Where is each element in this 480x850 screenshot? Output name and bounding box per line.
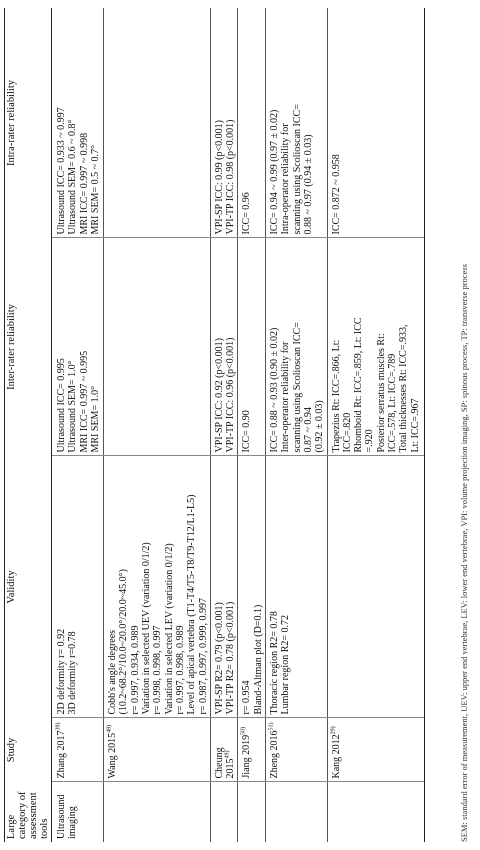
intra-rater-cell xyxy=(327,8,424,238)
header-validity: Validity xyxy=(5,456,52,718)
inter-line: VPI-TP ICC: 0.96 (p<0.001) xyxy=(225,337,237,453)
validity-line: r= 0.954 xyxy=(241,680,253,715)
category-cell xyxy=(104,782,211,842)
intra-line: Ultrasound SEM= 0.6 ~ 0.8° xyxy=(67,119,79,235)
validity-line: Cobb's angle degrees xyxy=(107,629,119,715)
intra-line: 0.88 ~ 0.97 (0.94 ± 0.03) xyxy=(302,134,314,235)
category-cell xyxy=(238,782,266,842)
validity-line: r= 0.997, 0.934, 0.989 xyxy=(129,625,141,715)
table-row xyxy=(327,8,424,842)
intra-rater-cell xyxy=(266,8,327,238)
inter-line: scanning using Scolioscan ICC= xyxy=(291,322,303,453)
header-intra-rater: Intra-rater reliability xyxy=(5,8,52,238)
intra-line: Ultrasound ICC= 0.933 ~ 0.997 xyxy=(56,107,67,235)
intra-rater-cell xyxy=(238,8,266,238)
validity-cell xyxy=(238,456,266,718)
table-row xyxy=(238,8,266,842)
validity-cell xyxy=(104,456,211,718)
intra-line: Intra-operator reliability for xyxy=(280,123,292,235)
study-reference: 48) xyxy=(106,724,113,733)
validity-line: r= 0.987, 0.997, 0.999, 0.997 xyxy=(197,598,209,715)
validity-line: VPI-SP R2= 0.79 (p<0.001) xyxy=(213,602,225,715)
intra-line: MRI ICC= 0.997 ~ 0.998 xyxy=(78,132,90,235)
table-header xyxy=(5,8,52,842)
validity-line: Lumbar region R2= 0.72 xyxy=(280,614,292,715)
intra-line: VPI-TP ICC: 0.98 (p<0.001) xyxy=(225,119,237,235)
inter-line: =.920 xyxy=(364,429,376,453)
intra-rater-cell xyxy=(104,8,211,238)
validity-line: (10.2~68.2°/10.0~20.0°/20.0~45.0°) xyxy=(118,569,130,715)
table-row xyxy=(52,8,104,842)
validity-line: VPI-TP R2= 0.78 (p<0.001) xyxy=(225,601,237,715)
inter-line: VPI-SP ICC: 0.92 (p<0.001) xyxy=(213,338,225,453)
header-inter-rater: Inter-rater reliability xyxy=(5,238,52,456)
study-reference: 50) xyxy=(241,726,248,735)
category-cell: Ultrasound imaging xyxy=(52,782,104,842)
inter-line: Ultrasound SEM= 1.0° xyxy=(67,360,79,453)
assessment-table xyxy=(4,8,425,842)
table-row xyxy=(210,8,238,842)
validity-line: Level of apical vertebra (T1-T4/T5-T8/T9-T12/L1-L5) xyxy=(186,494,198,715)
inter-line: Posterior serratus muscles Rt: xyxy=(375,333,387,453)
inter-line: Trapezius Rt: ICC=.866, Lt: xyxy=(330,339,342,453)
inter-rater-cell xyxy=(266,238,327,456)
study-name: Zheng 2016 xyxy=(269,730,281,779)
intra-line: VPI-SP ICC: 0.99 (p<0.001) xyxy=(213,120,225,235)
inter-line: 0.87 ~ 0.94 xyxy=(302,407,314,453)
validity-line: 2D deformity r= 0.92 xyxy=(56,628,67,715)
header-category: Large category of assessment tools xyxy=(5,782,52,842)
inter-line: (0.92 ± 0.03) xyxy=(314,400,326,453)
inter-rater-cell xyxy=(104,238,211,456)
study-cell xyxy=(104,718,211,782)
table-row xyxy=(266,8,327,842)
intra-rater-cell xyxy=(52,8,104,238)
study-cell xyxy=(210,718,238,782)
study-cell xyxy=(52,718,104,782)
validity-cell xyxy=(327,456,424,718)
study-reference: 39) xyxy=(55,722,62,731)
study-name: Zhang 2017 xyxy=(56,730,67,779)
inter-line: Lt: ICC=.967 xyxy=(409,398,421,453)
study-cell xyxy=(327,718,424,782)
study-cell xyxy=(266,718,327,782)
inter-line: Ultrasound ICC= 0.995 xyxy=(56,358,67,453)
study-reference: 51) xyxy=(268,722,275,731)
study-name: Kang 2012 xyxy=(330,734,342,779)
study-name: Jiang 2019 xyxy=(241,734,253,779)
validity-line: Variation in selected LEV (variation 0/1/2) xyxy=(163,543,175,715)
inter-rater-cell xyxy=(327,238,424,456)
intra-line: ICC= 0.96 xyxy=(241,192,253,235)
intra-line: ICC= 0.872 ~ 0.958 xyxy=(330,154,342,235)
inter-line: Rhomboid Rt: ICC=.859, Lt: ICC xyxy=(353,317,365,453)
validity-cell xyxy=(210,456,238,718)
header-study: Study xyxy=(5,718,52,782)
intra-rater-cell xyxy=(210,8,238,238)
inter-line: MRI SEM= 1.0° xyxy=(89,385,101,453)
intra-line: ICC= 0.94 ~ 0.99 (0.97 ± 0.02) xyxy=(269,109,281,235)
study-reference: 49) xyxy=(224,750,231,759)
category-cell xyxy=(327,782,424,842)
table-body xyxy=(52,8,425,842)
category-cell xyxy=(210,782,238,842)
validity-line: Variation in selected UEV (variation 0/1/2) xyxy=(141,542,153,715)
validity-cell xyxy=(52,456,104,718)
study-reference: 29) xyxy=(330,726,337,735)
validity-line: r= 0.998, 0.998, 0.997 xyxy=(152,625,164,715)
inter-line: ICC=.578, Lt: ICC=.789 xyxy=(387,353,399,453)
study-name: Cheung 2015 xyxy=(213,747,237,779)
intra-line: scanning using Scolioscan ICC= xyxy=(291,104,303,235)
validity-line: r= 0.997, 0.998, 0.989 xyxy=(174,625,186,715)
inter-line: ICC= 0.88 ~ 0.93 (0.90 ± 0.02) xyxy=(269,327,281,453)
study-name: Wang 2015 xyxy=(107,732,119,779)
validity-cell xyxy=(266,456,327,718)
inter-rater-cell xyxy=(238,238,266,456)
validity-line: 3D deformity r=0.78 xyxy=(67,631,79,715)
inter-line: Inter-operator reliability for xyxy=(280,341,292,453)
table-footnote: SEM: standard error of measurement, UEV: upper end vertebrae, LEV: lower end vertebrae, VPI: volume projection imaging, SP: spinous process, TP: transverse process xyxy=(459,264,469,842)
inter-line: MRI ICC= 0.997 ~ 0.995 xyxy=(78,350,90,453)
inter-line: ICC= 0.90 xyxy=(241,410,253,453)
validity-line: Bland-Altman plot (D=0.1) xyxy=(252,604,264,715)
inter-line: Total thicknesses Rt: ICC=.933, xyxy=(398,324,410,453)
inter-rater-cell xyxy=(210,238,238,456)
inter-line: ICC=.820 xyxy=(341,412,353,453)
intra-line: MRI SEM= 0.5 ~ 0.7° xyxy=(89,144,101,235)
study-cell xyxy=(238,718,266,782)
category-cell xyxy=(266,782,327,842)
validity-line: Thoracic region R2= 0.78 xyxy=(269,611,281,715)
inter-rater-cell xyxy=(52,238,104,456)
table-row xyxy=(104,8,211,842)
